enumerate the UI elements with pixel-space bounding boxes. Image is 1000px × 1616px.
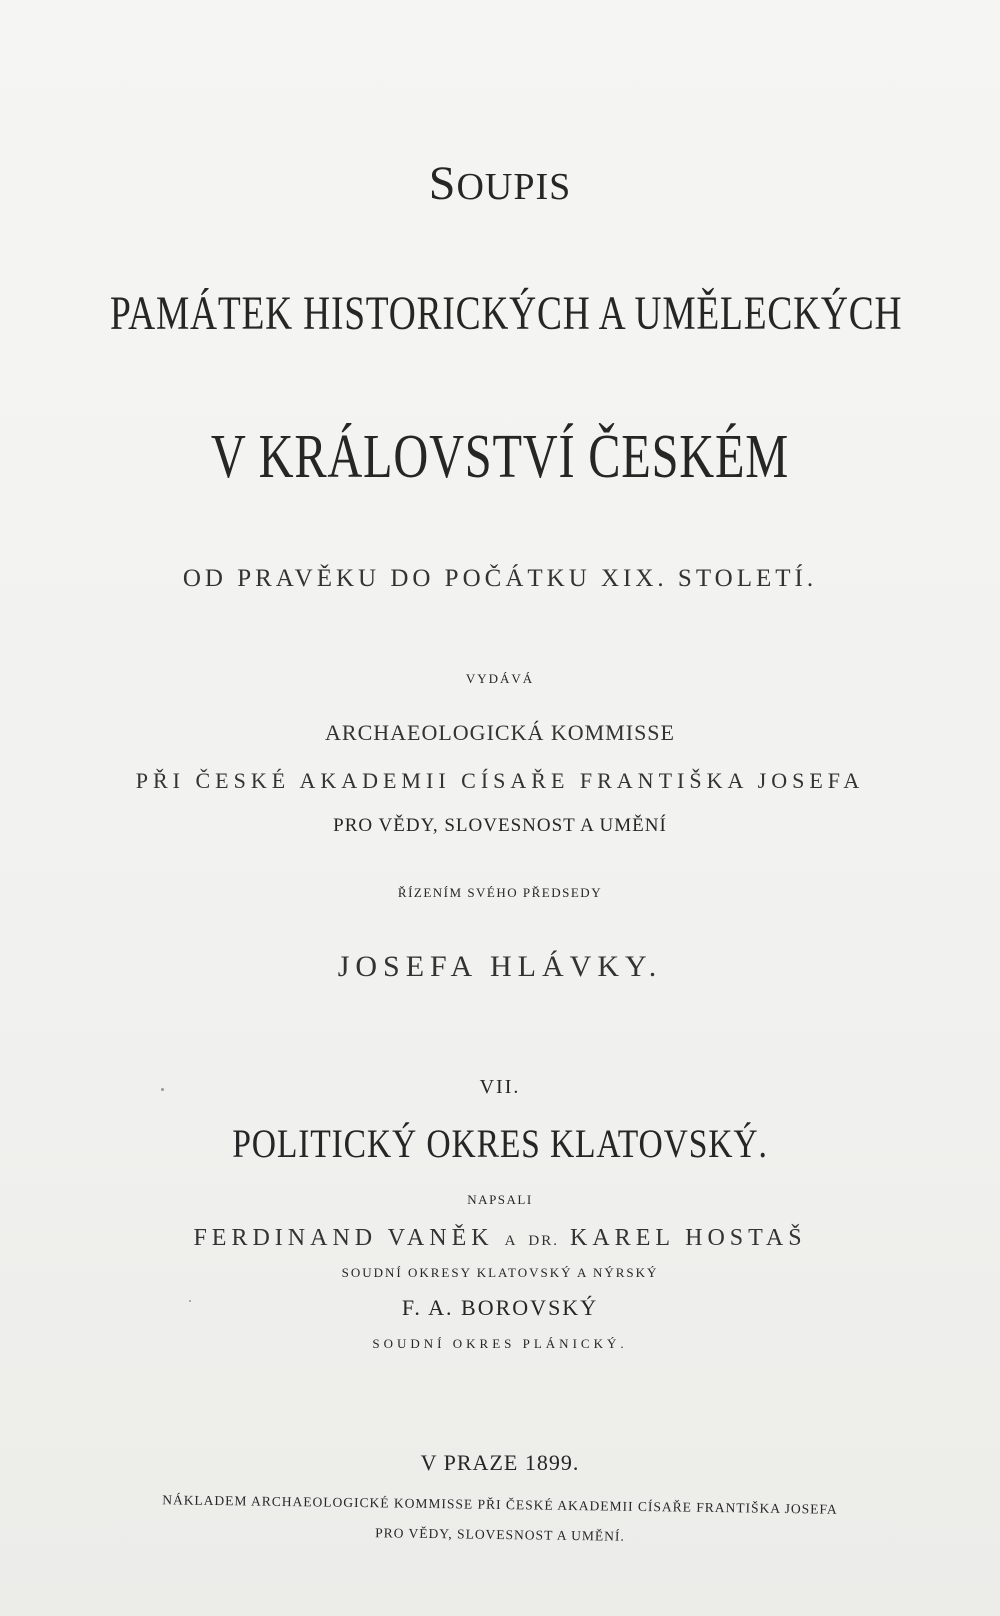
subtitle-period: OD PRAVĚKU DO POČÁTKU XIX. STOLETÍ. <box>182 565 818 592</box>
author-title-prefix: DR. <box>528 1233 560 1249</box>
volume-number: VII. <box>479 1076 521 1098</box>
imprint-place-year: V PRAZE 1899. <box>420 1450 580 1475</box>
paper-speck <box>189 1300 191 1302</box>
main-title-line-1: PAMÁTEK HISTORICKÝCH A UMĚLECKÝCH <box>110 287 903 340</box>
series-title-initial: S <box>428 157 457 210</box>
authors-line <box>0 1226 1000 1250</box>
series-title-rest: OUPIS <box>456 166 572 208</box>
publisher-academy-scope: PRO VĚDY, SLOVESNOST A UMĚNÍ <box>333 815 667 836</box>
paper-speck <box>161 1088 164 1091</box>
publisher-name: ARCHAEOLOGICKÁ KOMMISSE <box>325 720 675 745</box>
series-title <box>0 157 1000 210</box>
direction-note: ŘÍZENÍM SVÉHO PŘEDSEDY <box>397 885 603 900</box>
districts-line-2: SOUDNÍ OKRES PLÁNICKÝ. <box>372 1336 628 1351</box>
publisher-intro: VYDÁVÁ <box>465 671 535 686</box>
publisher-academy: PŘI ČESKÉ AKADEMII CÍSAŘE FRANTIŠKA JOSEFA <box>135 768 865 793</box>
volume-title: POLITICKÝ OKRES KLATOVSKÝ. <box>232 1121 768 1166</box>
imprint-publisher-line-1: NÁKLADEM ARCHAEOLOGICKÉ KOMMISSE PŘI ČESKÉ AKADEMII CÍSAŘE FRANTIŠKA JOSEFA <box>162 1492 838 1517</box>
districts-line-1: SOUDNÍ OKRESY KLATOVSKÝ A NÝRSKÝ <box>341 1265 659 1280</box>
author-borovsky: F. A. BOROVSKÝ <box>401 1295 599 1320</box>
author-joiner: A <box>504 1233 518 1249</box>
authors-intro: NAPSALI <box>467 1192 533 1207</box>
chairman-name: JOSEFA HLÁVKY. <box>337 950 663 983</box>
author-hostas: KAREL HOSTAŠ <box>570 1225 807 1251</box>
main-title-line-2: V KRÁLOVSTVÍ ČESKÉM <box>210 423 790 491</box>
imprint-publisher-line-2: PRO VĚDY, SLOVESNOST A UMĚNÍ. <box>375 1525 625 1544</box>
author-vanek: FERDINAND VANĚK <box>193 1225 494 1251</box>
